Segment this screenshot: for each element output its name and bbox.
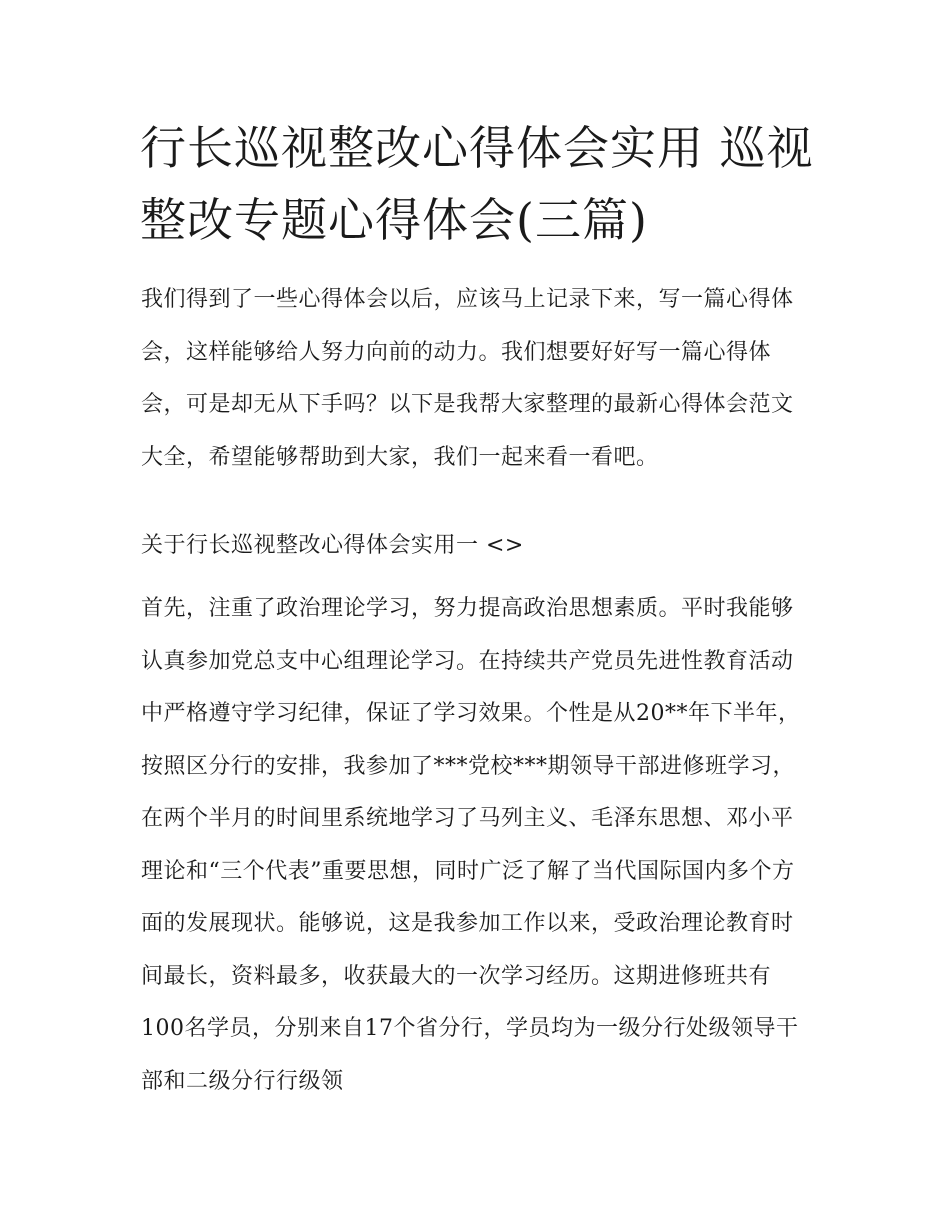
section-heading: 关于行长巡视整改心得体会实用一 <> bbox=[141, 533, 524, 558]
document-title: 行长巡视整改心得体会实用 巡视整改专题心得体会(三篇) bbox=[140, 121, 814, 247]
body-paragraph: 首先，注重了政治理论学习，努力提高政治思想素质。平时我能够认真参加党总支中心组理论学习。在持续共产党员先进性教育活动中严格遵守学习纪律，保证了学习效果。个性是从20**年下半年，按照区分行的安排，我参加了***党校***期领导干部进修班学习，在两个半月的时间里系统地学习了马列主义、毛泽东思想、邓小平理论和“三个代表”重要思想，同时广泛了解了当代国际国内多个方面的发展现状。能够说，这是我参加工作以来，受政治理论教育时间最长，资料最多，收获最大的一次学习经历。这期进修班共有100名学员，分别来自17个省分行，学员均为一级分行处级领导干部和二级分行行级领 bbox=[141, 596, 801, 1094]
intro-paragraph: 我们得到了一些心得体会以后，应该马上记录下来，写一篇心得体会，这样能够给人努力向前的动力。我们想要好好写一篇心得体会，可是却无从下手吗？以下是我帮大家整理的最新心得体会范文大全，希望能够帮助到大家，我们一起来看一看吧。 bbox=[141, 287, 794, 470]
